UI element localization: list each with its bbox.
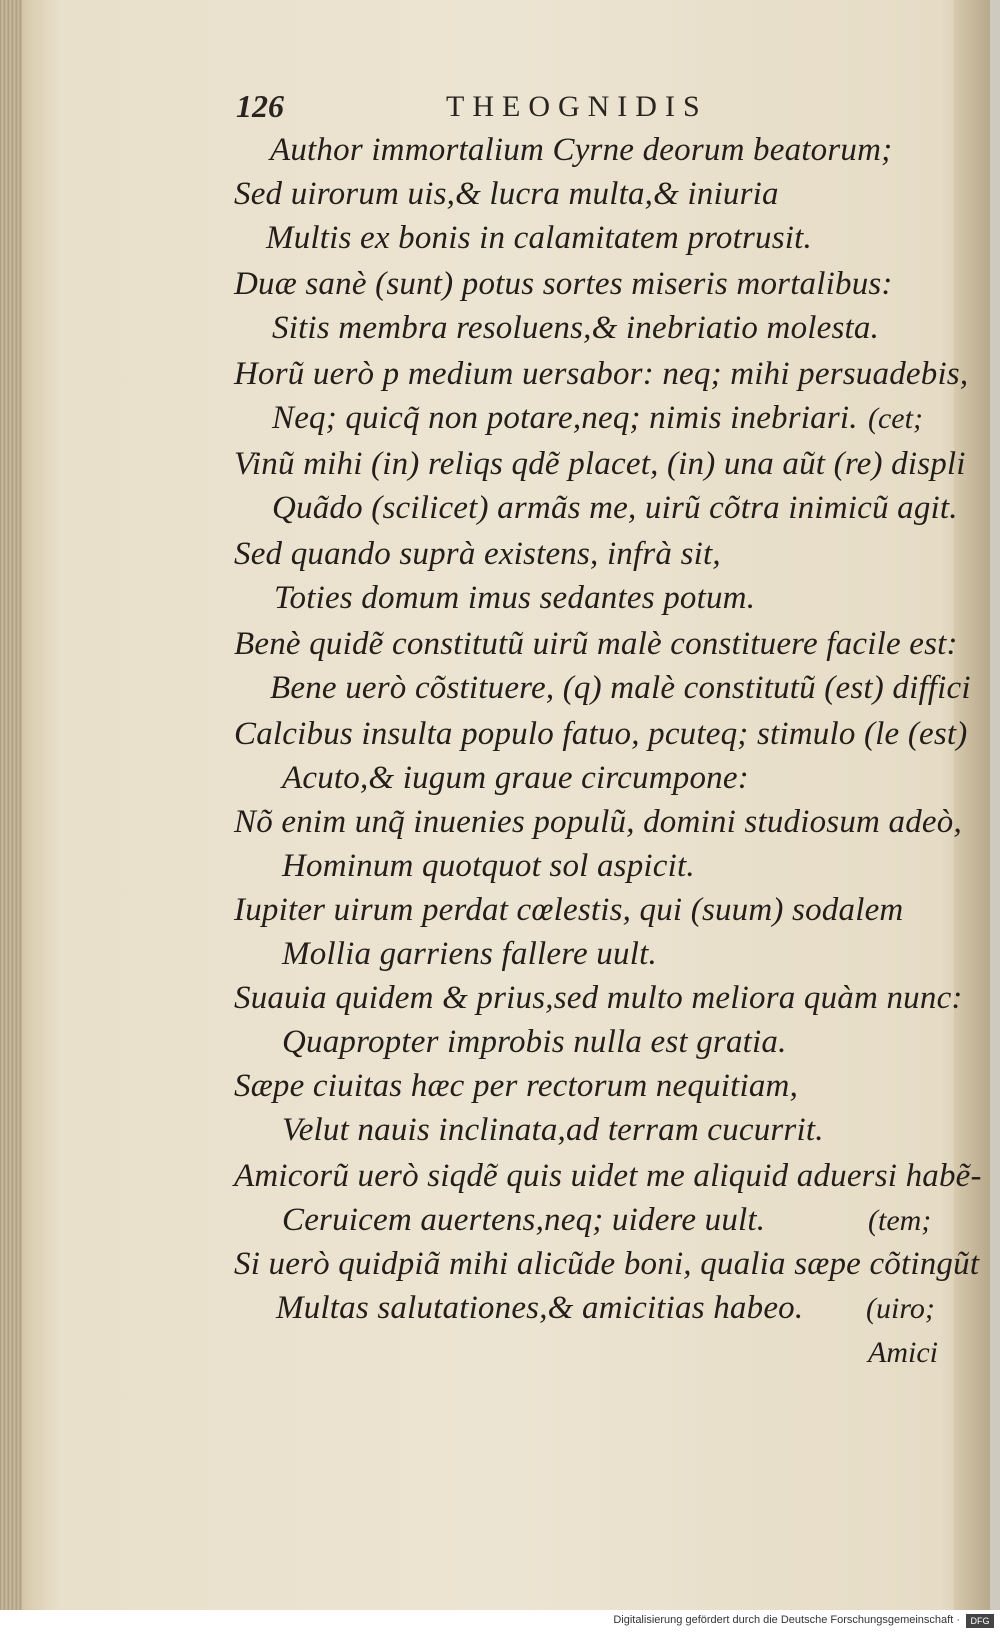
verse-line: Multis ex bonis in calamitatem protrusit. — [266, 220, 812, 256]
verse-line: Sed uirorum uis,& lucra multa,& iniuria — [234, 176, 779, 212]
verse-line: Multas salutationes,& amicitias habeo. — [276, 1290, 804, 1326]
digitization-footer — [0, 1610, 1000, 1634]
verse-line: Mollia garriens fallere uult. — [282, 936, 657, 972]
verse-line: Suauia quidem & prius,sed multo meliora quàm nunc: — [234, 980, 963, 1016]
verse-line: Vinũ mihi (in) reliqs qdẽ placet, (in) una aũt (re) displi — [234, 446, 966, 482]
verse-line: Quapropter improbis nulla est gratia. — [282, 1024, 787, 1060]
verse-line: Velut nauis inclinata,ad terram cucurrit. — [282, 1112, 824, 1148]
verse-line: Benè quidẽ constitutũ uirũ malè constituere facile est: — [234, 626, 958, 662]
running-head: THEOGNIDIS — [446, 90, 708, 123]
verse-line: Neq; quicq̃ non potare,neq; nimis inebriari. — [272, 400, 858, 436]
verse-line: Amicorũ uerò siqdẽ quis uidet me aliquid aduersi habẽ- — [234, 1158, 982, 1194]
dfg-logo-icon: DFG — [966, 1614, 994, 1628]
verse-line: Sæpe ciuitas hæc per rectorum nequitiam, — [234, 1068, 799, 1104]
verse-line: Acuto,& iugum graue circumpone: — [282, 760, 749, 796]
verse-line: Hominum quotquot sol aspicit. — [282, 848, 695, 884]
verse-line: Quãdo (scilicet) armãs me, uirũ cõtra inimicũ agit. — [272, 490, 958, 526]
margin-note: (uiro; — [866, 1292, 935, 1325]
verse-line: Nõ enim unq̃ inuenies populũ, domini studiosum adeò, — [234, 804, 962, 840]
verse-line: Calcibus insulta populo fatuo, pcuteq; stimulo (le (est) — [234, 716, 968, 752]
margin-note: (cet; — [868, 402, 923, 435]
verse-line: Sitis membra resoluens,& inebriatio molesta. — [272, 310, 880, 346]
verse-line: Ceruicem auertens,neq; uidere uult. — [282, 1202, 766, 1238]
footer-text: Digitalisierung gefördert durch die Deutsche Forschungsgemeinschaft · — [613, 1614, 960, 1626]
margin-note: (tem; — [868, 1204, 932, 1237]
verse-line: Toties domum imus sedantes potum. — [274, 580, 756, 616]
verse-line: Duæ sanè (sunt) potus sortes miseris mortalibus: — [234, 266, 893, 302]
verse-line: Bene uerò cõstituere, (q) malè constitutũ (est) diffici — [270, 670, 971, 706]
verse-line: Sed quando suprà existens, infrà sit, — [234, 536, 721, 572]
verse-line: Si uerò quidpiã mihi alicũde boni, qualia sæpe cõtingũt — [234, 1246, 980, 1282]
page-number: 126 — [236, 88, 284, 124]
catchword: Amici — [868, 1336, 938, 1369]
verse-line: Iupiter uirum perdat cœlestis, qui (suum) sodalem — [234, 892, 904, 928]
verse-line: Horũ uerò p medium uersabor: neq; mihi persuadebis, — [234, 356, 969, 392]
verse-line: Author immortalium Cyrne deorum beatorum; — [270, 132, 893, 168]
